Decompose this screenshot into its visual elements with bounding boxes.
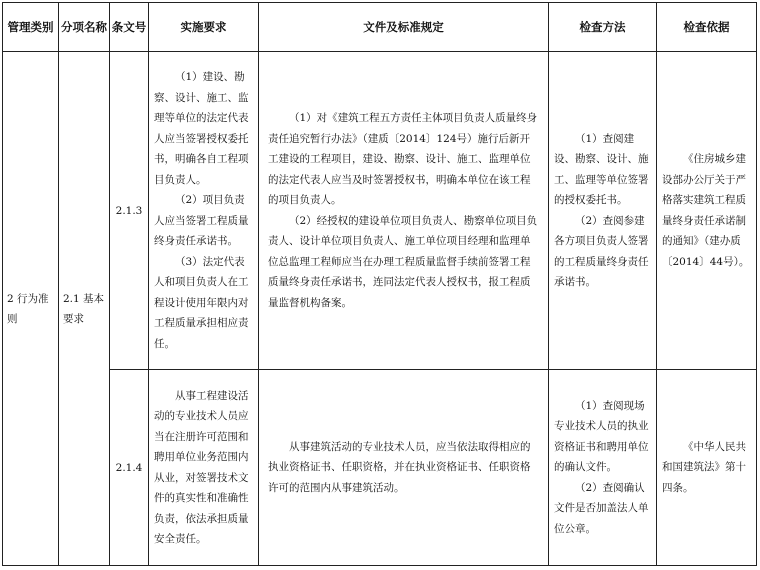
header-category: 管理类别: [3, 3, 59, 52]
documents-cell: [259, 370, 549, 566]
document-item: （2）经授权的建设单位项目负责人、勘察单位项目负责人、设计单位项目负责人、施工单位项目经理和监理单位总监理工程师应当在办理工程质量监督手续前签署工程质量终身责任承诺书，连同法定代表人授权书，报工程质量监督机构备案。: [268, 214, 538, 309]
header-item-name: 分项名称: [59, 3, 110, 52]
category-cell: [3, 52, 59, 566]
item-name-text: 2.1 基本要求: [63, 292, 105, 325]
method-item: （2）查阅参建各方项目负责人签署的工程质量终身责任承诺书。: [554, 214, 649, 288]
header-requirement: 实施要求: [149, 3, 259, 52]
item-name-cell: [59, 52, 110, 566]
document-item: （1）对《建筑工程五方责任主体项目负责人质量终身责任追究暂行办法》（建质〔2014〕124号）施行后新开工建设的工程项目，建设、勘察、设计、施工、监理单位的法定代表人应当及时签署授权书，明确本单位在该工程的项目负责人。: [268, 112, 538, 206]
basis-cell: [657, 370, 757, 566]
requirement-item: 从事工程建设活动的专业技术人员应当在注册许可范围和聘用单位业务范围内从业，对签署技术文件的真实性和准确性负责，依法承担质量安全责任。: [154, 389, 249, 545]
header-documents: 文件及标准规定: [259, 3, 549, 52]
requirement-item: （3）法定代表人和项目负责人在工程设计使用年限内对工程质量承担相应责任。: [154, 255, 249, 350]
header-clause-no: 条文号: [110, 3, 149, 52]
clause-no-cell: [110, 370, 149, 566]
clause-no: 2.1.4: [115, 461, 143, 474]
method-cell: [549, 52, 657, 370]
header-row: [3, 3, 757, 52]
header-basis: 检查依据: [657, 3, 757, 52]
clause-no: 2.1.3: [115, 204, 143, 217]
category-text: 2 行为准则: [7, 292, 49, 325]
table-row: [3, 370, 757, 566]
document-item: 从事建筑活动的专业技术人员，应当依法取得相应的执业资格证书、任职资格，并在执业资格证书、任职资格许可的范围内从事建筑活动。: [268, 440, 531, 494]
header-method: 检查方法: [549, 3, 657, 52]
method-item: （1）查阅建设、勘察、设计、施工、监理等单位签署的授权委托书。: [554, 132, 649, 206]
clause-no-cell: [110, 52, 149, 370]
table-row: [3, 52, 757, 370]
method-cell: [549, 370, 657, 566]
method-item: （2）查阅确认文件是否加盖法人单位公章。: [554, 481, 649, 535]
basis-text: 《中华人民共和国建筑法》第十四条。: [662, 440, 746, 494]
requirement-cell: [149, 52, 259, 370]
inspection-table: [2, 2, 757, 566]
requirement-cell: [149, 370, 259, 566]
basis-cell: [657, 52, 757, 370]
requirement-item: （2）项目负责人应当签署工程质量终身责任承诺书。: [154, 194, 249, 247]
basis-text: 《住房城乡建设部办公厅关于严格落实建筑工程质量终身责任承诺制的通知》（建办质〔2014〕44号）。: [662, 153, 750, 268]
documents-cell: [259, 52, 549, 370]
method-item: （1）查阅现场专业技术人员的执业资格证书和聘用单位的确认文件。: [554, 399, 649, 474]
requirement-item: （1）建设、勘察、设计、施工、监理等单位的法定代表人应当签署授权委托书，明确各自工程项目负责人。: [154, 71, 249, 186]
